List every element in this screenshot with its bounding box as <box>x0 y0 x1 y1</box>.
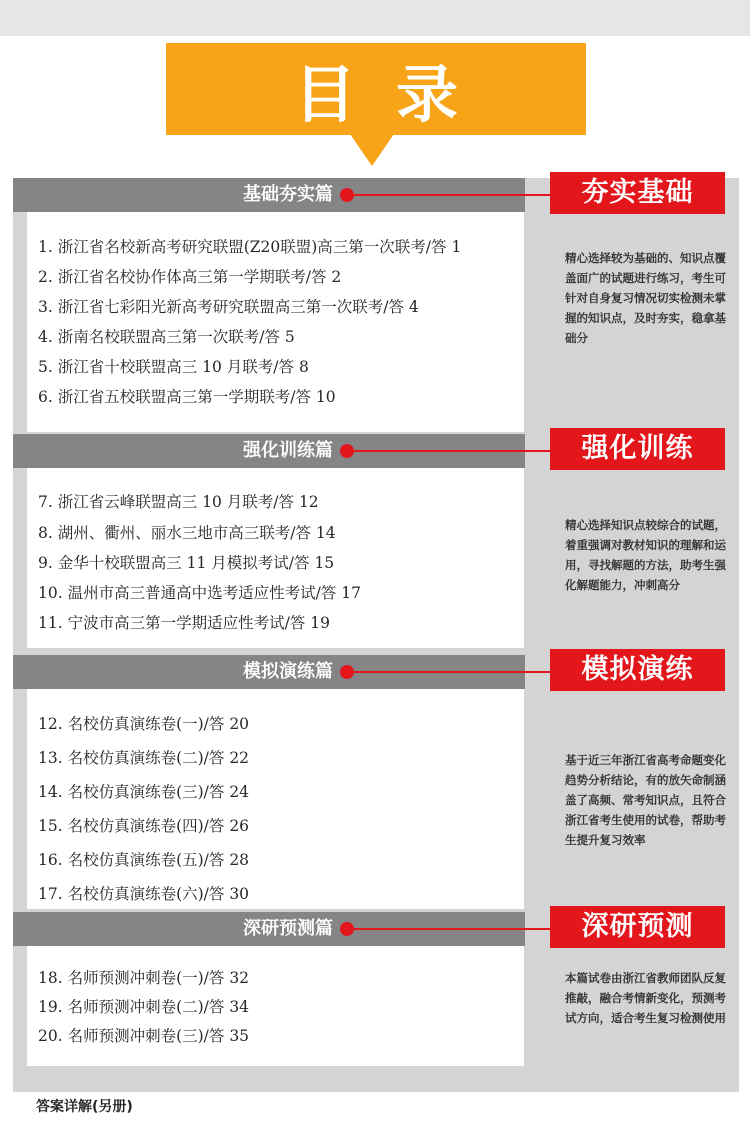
top-banner-strip <box>0 0 750 36</box>
section-name: 模拟演练篇 <box>243 661 333 682</box>
list-item[interactable]: 14. 名校仿真演练卷(三)/答 24 <box>38 783 250 801</box>
connector-line <box>350 671 550 673</box>
list-item[interactable]: 8. 湖州、衢州、丽水三地市高三联考/答 14 <box>38 524 336 542</box>
list-item[interactable]: 11. 宁波市高三第一学期适应性考试/答 19 <box>38 614 330 632</box>
connector-line <box>350 450 550 452</box>
title-pointer <box>350 134 394 166</box>
list-item[interactable]: 19. 名师预测冲刺卷(二)/答 34 <box>38 998 250 1016</box>
title-banner <box>166 43 586 135</box>
list-item[interactable]: 5. 浙江省十校联盟高三 10 月联考/答 8 <box>38 358 309 376</box>
list-item[interactable]: 4. 浙南名校联盟高三第一次联考/答 5 <box>38 328 295 346</box>
list-item[interactable]: 18. 名师预测冲刺卷(一)/答 32 <box>38 969 250 987</box>
section-name: 深研预测篇 <box>243 918 333 939</box>
connector-line <box>350 928 550 930</box>
section-description-1: 精心选择较为基础的、知识点覆盖面广的试题进行练习，考生可针对自身复习情况切实检测未掌握的知识点，及时夯实，稳拿基础分 <box>565 251 726 345</box>
list-item[interactable]: 10. 温州市高三普通高中选考适应性考试/答 17 <box>38 584 361 602</box>
connector-line <box>350 194 550 196</box>
list-item[interactable]: 20. 名师预测冲刺卷(三)/答 35 <box>38 1027 250 1045</box>
list-item[interactable]: 16. 名校仿真演练卷(五)/答 28 <box>38 851 250 869</box>
list-item[interactable]: 6. 浙江省五校联盟高三第一学期联考/答 10 <box>38 388 336 406</box>
answer-note: 答案详解(另册) <box>36 1099 133 1115</box>
section-tag-4: 深研预测 <box>550 906 725 948</box>
list-item[interactable]: 13. 名校仿真演练卷(二)/答 22 <box>38 749 250 767</box>
list-item[interactable]: 7. 浙江省云峰联盟高三 10 月联考/答 12 <box>38 493 319 511</box>
section-name: 强化训练篇 <box>243 440 333 461</box>
list-item[interactable]: 1. 浙江省名校新高考研究联盟(Z20联盟)高三第一次联考/答 1 <box>38 238 462 256</box>
section-description-4: 本篇试卷由浙江省教师团队反复推敲，融合考情新变化，预测考试方向，适合考生复习检测使用 <box>565 971 726 1025</box>
section-description-3: 基于近三年浙江省高考命题变化趋势分析结论，有的放矢命制涵盖了高频、常考知识点，且符合浙江省考生使用的试卷，帮助考生提升复习效率 <box>565 753 726 847</box>
section-name: 基础夯实篇 <box>243 184 333 205</box>
list-item[interactable]: 3. 浙江省七彩阳光新高考研究联盟高三第一次联考/答 4 <box>38 298 419 316</box>
list-item[interactable]: 2. 浙江省名校协作体高三第一学期联考/答 2 <box>38 268 342 286</box>
section-tag-3: 模拟演练 <box>550 649 725 691</box>
list-item[interactable]: 12. 名校仿真演练卷(一)/答 20 <box>38 715 250 733</box>
list-item[interactable]: 17. 名校仿真演练卷(六)/答 30 <box>38 885 250 903</box>
section-description-2: 精心选择知识点较综合的试题，着重强调对教材知识的理解和运用，寻找解题的方法，助考生强化解题能力，冲刺高分 <box>565 518 726 592</box>
page-title: 目录 <box>293 57 498 131</box>
section-tag-1: 夯实基础 <box>550 172 725 214</box>
list-item[interactable]: 15. 名校仿真演练卷(四)/答 26 <box>38 817 250 835</box>
list-item[interactable]: 9. 金华十校联盟高三 11 月模拟考试/答 15 <box>38 554 335 572</box>
section-tag-2: 强化训练 <box>550 428 725 470</box>
